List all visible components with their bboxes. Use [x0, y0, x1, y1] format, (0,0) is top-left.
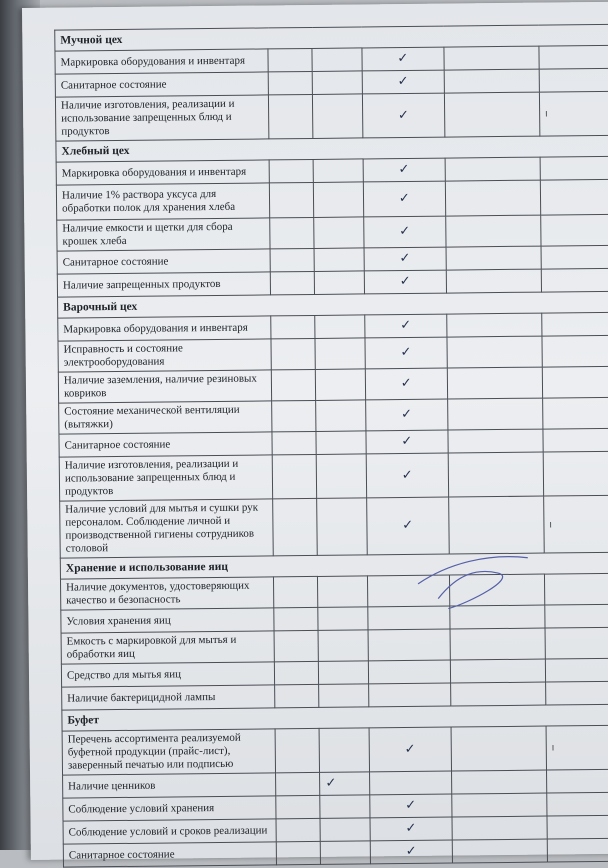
mark-cell-c1 — [273, 498, 318, 555]
mark-cell-c3 — [365, 368, 447, 400]
checkmark-icon: ✓ — [401, 406, 413, 423]
section-title: Мучной цех — [55, 24, 608, 51]
checklist-row — [55, 91, 608, 141]
mark-cell-c4 — [448, 429, 543, 453]
mark-cell-c5 — [541, 245, 608, 269]
checklist-row — [62, 725, 608, 775]
mark-cell-c4 — [451, 770, 546, 794]
mark-cell-c1 — [271, 338, 316, 369]
mark-cell-c1 — [268, 71, 312, 94]
section-title: Варочный цех — [58, 291, 608, 318]
mark-cell-c3 — [368, 683, 450, 707]
mark-cell-c3 — [370, 817, 452, 841]
mark-cell-c2 — [314, 217, 364, 249]
mark-cell-c4 — [448, 452, 544, 497]
item-label: Наличие 1% раствора уксуса для обработки полок для хранения хлеба — [56, 183, 269, 220]
mark-cell-c1 — [270, 217, 315, 248]
mark-cell-c2 — [313, 94, 363, 139]
checklist-sheet — [22, 2, 608, 860]
mark-cell-c5 — [546, 725, 608, 770]
item-label: Наличие бактерицидной лампы — [62, 685, 275, 710]
checkmark-icon: ✓ — [397, 73, 409, 90]
mark-cell-c1 — [268, 48, 312, 71]
mark-cell-c2 — [316, 369, 366, 401]
mark-cell-c2 — [319, 684, 369, 708]
mark-cell-c2 — [313, 159, 363, 183]
item-label: Маркировка оборудования и инвентаря — [58, 316, 271, 341]
mark-cell-c3 — [367, 497, 449, 555]
mark-cell-c5 — [539, 91, 608, 136]
item-label: Наличие запрещенных продуктов — [57, 272, 270, 297]
checkmark-icon: ✓ — [398, 161, 410, 178]
mark-cell-c3 — [363, 158, 445, 182]
mark-cell-c2 — [317, 454, 367, 499]
pen-mark: ı — [549, 518, 553, 531]
mark-cell-c1 — [274, 607, 318, 630]
mark-cell-c2 — [318, 576, 368, 608]
section-title: Буфет — [62, 704, 608, 731]
mark-cell-c5 — [543, 495, 608, 553]
mark-cell-c5 — [547, 838, 608, 862]
mark-cell-c1 — [270, 248, 314, 271]
mark-cell-c2 — [318, 607, 368, 631]
mark-cell-c4 — [447, 398, 542, 430]
mark-cell-c2 — [314, 182, 364, 218]
mark-cell-c4 — [452, 816, 547, 840]
mark-cell-c1 — [276, 818, 320, 841]
item-label: Наличие ценников — [63, 773, 276, 798]
mark-cell-c1 — [269, 94, 314, 138]
item-label: Санитарное состояние — [59, 432, 272, 457]
checkmark-icon: ✓ — [405, 797, 417, 814]
mark-cell-c4 — [446, 313, 541, 337]
mark-cell-c2 — [318, 630, 368, 662]
mark-cell-c2 — [317, 498, 367, 556]
pen-mark: ı — [544, 108, 548, 120]
checklist-row — [59, 451, 608, 501]
mark-cell-c4 — [449, 605, 544, 629]
item-label: Санитарное состояние — [63, 842, 276, 867]
pen-mark: ı — [551, 742, 555, 754]
mark-cell-c3 — [364, 270, 446, 294]
item-label: Наличие изготовления, реализации и использование запрещенных блюд и продуктов — [55, 95, 269, 141]
item-label: Исправность и состояние электрооборудования — [58, 339, 271, 372]
mark-cell-c2 — [319, 728, 369, 773]
mark-cell-c2 — [315, 338, 365, 370]
mark-cell-c5 — [542, 312, 608, 336]
mark-cell-c4 — [444, 92, 540, 137]
mark-cell-c2 — [319, 661, 369, 685]
mark-cell-c1 — [274, 661, 318, 684]
section-title: Хлебный цех — [56, 135, 608, 162]
mark-cell-c2 — [320, 772, 370, 796]
mark-cell-c4 — [448, 496, 544, 554]
mark-cell-c1 — [275, 684, 319, 707]
mark-cell-c5 — [547, 792, 608, 816]
mark-cell-c1 — [276, 841, 320, 864]
item-label: Маркировка оборудования и инвентаря — [55, 49, 268, 74]
checkmark-icon: ✓ — [402, 517, 414, 534]
mark-cell-c2 — [315, 271, 365, 295]
mark-cell-c4 — [450, 682, 545, 706]
checkmark-icon: ✓ — [400, 375, 412, 392]
mark-cell-c2 — [314, 248, 364, 272]
mark-cell-c3 — [367, 575, 449, 607]
mark-cell-c3 — [366, 453, 448, 498]
mark-cell-c3 — [364, 216, 446, 248]
mark-cell-c3 — [368, 660, 450, 684]
mark-cell-c2 — [320, 795, 370, 819]
mark-cell-c4 — [451, 726, 547, 771]
item-label: Наличие изготовления, реализации и использование запрещенных блюд и продуктов — [59, 455, 273, 501]
mark-cell-c5 — [545, 604, 608, 628]
mark-cell-c1 — [274, 630, 319, 661]
item-label: Наличие условий для мытья и сушки рук персоналом. Соблюдение личной и производственной гигиены сотрудников столовой — [60, 499, 274, 558]
mark-cell-c2 — [321, 841, 371, 865]
mark-cell-c2 — [320, 818, 370, 842]
mark-cell-c5 — [542, 335, 608, 367]
mark-cell-c3 — [362, 47, 444, 71]
item-label: Соблюдение условий и сроков реализации — [63, 819, 276, 844]
checkmark-icon: ✓ — [399, 223, 411, 240]
mark-cell-c3 — [369, 771, 451, 795]
mark-cell-c3 — [368, 629, 450, 661]
mark-cell-c5 — [540, 179, 608, 215]
checkmark-icon: ✓ — [399, 250, 411, 267]
checkmark-icon: ✓ — [400, 344, 412, 361]
mark-cell-c1 — [272, 431, 316, 454]
item-label: Состояние механической вентиляции (вытяжки) — [59, 401, 272, 434]
mark-cell-c2 — [316, 400, 366, 432]
item-label: Маркировка оборудования и инвентаря — [56, 160, 269, 185]
mark-cell-c5 — [543, 428, 608, 452]
item-label: Емкость с маркировкой для мытья и обработки яиц — [61, 631, 274, 664]
mark-cell-c3 — [368, 606, 450, 630]
mark-cell-c1 — [275, 728, 320, 772]
mark-cell-c1 — [272, 400, 317, 431]
mark-cell-c4 — [451, 793, 546, 817]
mark-cell-c4 — [450, 628, 545, 660]
mark-cell-c5 — [542, 397, 608, 429]
section-title: Хранение и использование яиц — [60, 552, 608, 579]
item-label: Условия хранения яиц — [61, 608, 274, 633]
mark-cell-c3 — [363, 181, 445, 217]
mark-cell-c2 — [312, 71, 362, 95]
checkmark-icon: ✓ — [405, 820, 417, 837]
mark-cell-c1 — [276, 795, 320, 818]
mark-cell-c4 — [450, 659, 545, 683]
mark-cell-c3 — [362, 70, 444, 94]
mark-cell-c4 — [447, 336, 542, 368]
item-label: Соблюдение условий хранения — [63, 796, 276, 821]
mark-cell-c1 — [269, 182, 314, 217]
mark-cell-c2 — [316, 431, 366, 455]
mark-cell-c4 — [444, 69, 539, 93]
mark-cell-c4 — [445, 157, 540, 181]
mark-cell-c5 — [544, 573, 608, 605]
mark-cell-c1 — [269, 159, 313, 182]
item-label: Наличие емкости и щетки для сбора крошек хлеба — [57, 218, 270, 251]
item-label: Наличие заземления, наличие резиновых ковриков — [58, 370, 271, 403]
item-label: Санитарное состояние — [57, 249, 270, 274]
checkmark-icon: ✓ — [397, 50, 409, 67]
mark-cell-c2 — [315, 315, 365, 339]
checklist-row — [63, 838, 608, 867]
mark-cell-c1 — [271, 369, 316, 400]
mark-cell-c4 — [446, 269, 541, 293]
mark-cell-c3 — [364, 247, 446, 271]
mark-cell-c2 — [312, 48, 362, 72]
mark-cell-c5 — [542, 366, 608, 398]
mark-cell-c3 — [362, 93, 444, 138]
checkmark-icon: ✓ — [398, 190, 410, 207]
checklist-table — [54, 24, 608, 868]
mark-cell-c4 — [445, 180, 541, 216]
mark-cell-c3 — [366, 399, 448, 431]
checkmark-icon: ✓ — [397, 107, 409, 123]
mark-cell-c3 — [365, 314, 447, 338]
mark-cell-c3 — [369, 727, 451, 772]
mark-cell-c1 — [272, 454, 317, 498]
mark-cell-c5 — [546, 769, 608, 793]
mark-cell-c1 — [270, 271, 314, 294]
mark-cell-c5 — [540, 156, 608, 180]
checkmark-icon: ✓ — [400, 317, 412, 334]
mark-cell-c5 — [539, 68, 608, 92]
mark-cell-c3 — [366, 430, 448, 454]
checkmark-icon: ✓ — [405, 843, 417, 860]
checklist-body — [55, 24, 608, 867]
mark-cell-c4 — [446, 246, 541, 270]
mark-cell-c5 — [545, 627, 608, 659]
checklist-row — [56, 179, 608, 220]
mark-cell-c5 — [539, 45, 608, 69]
mark-cell-c1 — [274, 576, 319, 607]
mark-cell-c4 — [449, 574, 544, 606]
mark-cell-c4 — [447, 367, 542, 399]
checkmark-icon: ✓ — [404, 741, 416, 757]
mark-cell-c1 — [276, 772, 320, 795]
mark-cell-c3 — [370, 840, 452, 864]
mark-cell-c4 — [444, 46, 539, 70]
checkmark-icon: ✓ — [401, 467, 413, 483]
mark-cell-c3 — [370, 794, 452, 818]
checkmark-icon: ✓ — [325, 775, 337, 791]
mark-cell-c4 — [452, 839, 547, 863]
mark-cell-c1 — [271, 315, 315, 338]
mark-cell-c5 — [545, 658, 608, 682]
item-label: Средство для мытья яиц — [61, 662, 274, 687]
checkmark-icon: ✓ — [399, 273, 411, 290]
item-label: Санитарное состояние — [55, 72, 268, 97]
mark-cell-c5 — [545, 681, 608, 705]
checklist-row — [60, 495, 608, 558]
checkmark-icon: ✓ — [401, 433, 413, 450]
item-label: Наличие документов, удостоверяющих качество и безопасность — [60, 577, 273, 610]
mark-cell-c5 — [543, 451, 608, 496]
mark-cell-c3 — [365, 337, 447, 369]
mark-cell-c5 — [547, 815, 608, 839]
mark-cell-c5 — [541, 268, 608, 292]
mark-cell-c5 — [540, 214, 608, 246]
mark-cell-c4 — [445, 215, 540, 247]
item-label: Перечень ассортимента реализуемой буфетной продукции (прайс-лист), заверенный печатью или подписью — [62, 729, 276, 775]
